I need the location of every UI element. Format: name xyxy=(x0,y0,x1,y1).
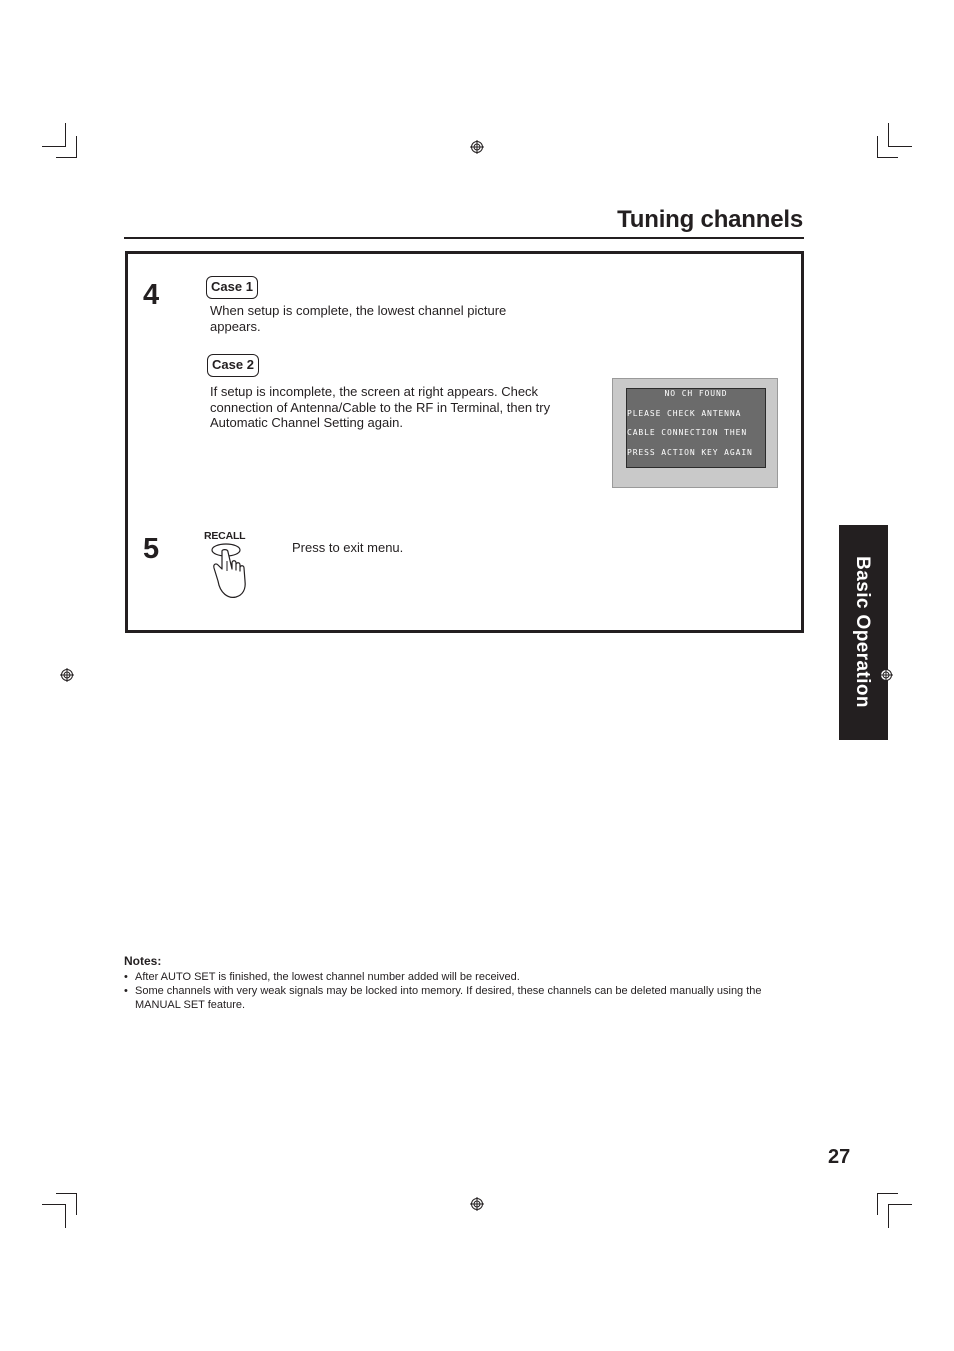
case-2-text-line-2: connection of Antenna/Cable to the RF in Terminal, then try xyxy=(210,399,551,415)
page-title: Tuning channels xyxy=(617,206,803,233)
screen-line-4: PRESS ACTION KEY AGAIN xyxy=(627,448,753,457)
screen-line-1: NO CH FOUND xyxy=(664,389,728,398)
crop-mark-top-left-v xyxy=(65,123,66,147)
case-2-label: Case 2 xyxy=(207,354,259,377)
case-2-text-line-3: Automatic Channel Setting again. xyxy=(210,415,403,430)
crop-mark-bottom-right-h xyxy=(888,1204,912,1205)
crop-mark-top-left-h2 xyxy=(56,157,77,158)
registration-mark-icon xyxy=(60,668,74,682)
note-item-text: Some channels with very weak signals may be locked into memory. If desired, these channels can be deleted manually using the MANUAL SET feature. xyxy=(135,985,762,1011)
case-2-text xyxy=(210,384,550,431)
crop-mark-bottom-right-v2 xyxy=(877,1193,878,1215)
case-1-label: Case 1 xyxy=(206,276,258,299)
crop-mark-bottom-left-h xyxy=(42,1204,66,1205)
crop-mark-top-right-v2 xyxy=(877,136,878,158)
crop-mark-bottom-left-v xyxy=(65,1204,66,1228)
registration-mark-icon xyxy=(470,1197,484,1211)
crop-mark-bottom-right-v xyxy=(888,1204,889,1228)
crop-mark-top-right-v xyxy=(888,123,889,147)
step-4-number: 4 xyxy=(143,279,160,311)
case-1-text-line-2: appears. xyxy=(210,318,261,334)
section-side-tab-label: Basic Operation xyxy=(852,556,873,708)
crop-mark-bottom-right-h2 xyxy=(877,1193,898,1194)
registration-mark-icon xyxy=(879,668,893,682)
title-rule xyxy=(124,237,804,239)
crop-mark-top-left-v2 xyxy=(76,136,77,158)
note-item-text: After AUTO SET is finished, the lowest channel number added will be received. xyxy=(135,971,520,983)
crop-mark-top-left-h xyxy=(42,146,66,147)
tv-screen xyxy=(626,388,766,468)
screen-line-2: PLEASE CHECK ANTENNA xyxy=(627,409,742,418)
hand-pressing-button-icon xyxy=(206,541,248,603)
notes-title: Notes: xyxy=(124,954,162,968)
crop-mark-top-right-h xyxy=(888,146,912,147)
recall-button-label: RECALL xyxy=(204,530,246,542)
registration-mark-icon xyxy=(470,140,484,154)
screen-line-3: CABLE CONNECTION THEN xyxy=(627,428,748,437)
page-number: 27 xyxy=(828,1146,851,1168)
case-2-text-line-1: If setup is incomplete, the screen at right appears. Check xyxy=(210,384,539,399)
note-item: • After AUTO SET is finished, the lowest channel number added will be received. xyxy=(124,970,804,984)
step-5-text: Press to exit menu. xyxy=(292,540,404,555)
crop-mark-bottom-left-h2 xyxy=(56,1193,77,1194)
note-item: • Some channels with very weak signals may be locked into memory. If desired, these channels can be deleted manually using the MANUAL SET feature. xyxy=(124,984,794,1012)
case-1-text xyxy=(210,303,506,334)
crop-mark-bottom-left-v2 xyxy=(76,1193,77,1215)
crop-mark-top-right-h2 xyxy=(877,157,898,158)
step-5-number: 5 xyxy=(143,533,160,565)
case-1-text-line-1: When setup is complete, the lowest channel picture xyxy=(210,303,507,318)
